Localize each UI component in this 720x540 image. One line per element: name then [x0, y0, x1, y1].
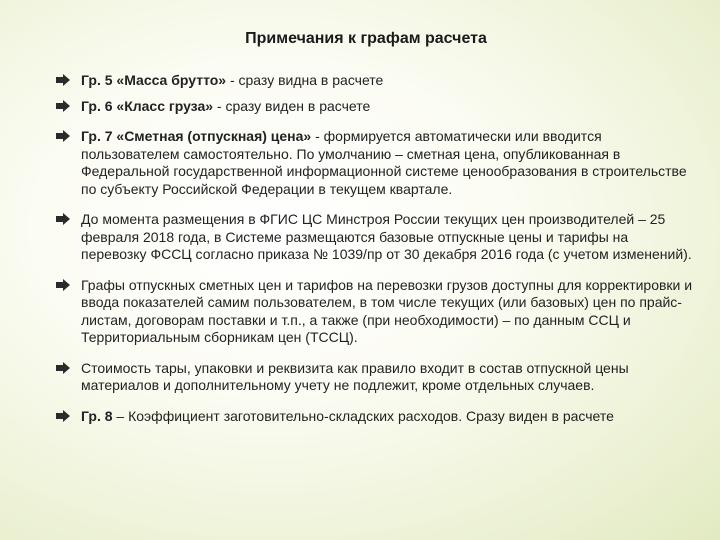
notes-list	[56, 72, 696, 435]
list-item	[56, 72, 696, 90]
item-text: До момента размещения в ФГИС ЦС Минстроя России текущих цен производителей – 25 февраля 2018 года, в Системе размещаются базовые отпускные цены и тарифы на перевозку ФССЦ согласно приказа № 1039/пр от 30 декабря 2016 года (с учетом изменений).	[81, 211, 692, 262]
list-item	[56, 360, 696, 395]
item-head: Гр. 8	[81, 407, 113, 424]
arrow-bullet-icon	[56, 100, 70, 112]
arrow-bullet-icon	[56, 213, 70, 225]
list-item	[56, 98, 696, 116]
slide-title: Примечания к графам расчета	[245, 30, 487, 47]
item-text: Стоимость тары, упаковки и реквизита как правило входит в состав отпускной цены материалов и дополнительному учету не подлежит, кроме отдельных случаев.	[81, 359, 629, 393]
item-text: - сразу видна в расчете	[226, 72, 384, 88]
item-text: - сразу виден в расчете	[213, 97, 371, 114]
list-item	[56, 277, 696, 347]
item-text: - формируется автоматически или вводится пользователем самостоятельно. По умолчанию – сметная цена, опубликованная в Федеральной государственной информационной системе ценообразования в строительстве по субъекту Российской Федерации в текущем квартале.	[81, 128, 687, 197]
arrow-bullet-icon	[56, 362, 70, 374]
item-head: Гр. 6 «Класс груза»	[81, 97, 214, 114]
item-head: Гр. 5 «Масса брутто»	[81, 72, 227, 88]
list-item	[56, 128, 696, 198]
arrow-bullet-icon	[56, 74, 70, 86]
item-head: Гр. 7 «Сметная (отпускная) цена»	[81, 128, 312, 144]
item-text: – Коэффициент заготовительно-складских расходов. Сразу виден в расчете	[112, 407, 614, 424]
arrow-bullet-icon	[56, 130, 70, 142]
list-item	[56, 211, 696, 264]
arrow-bullet-icon	[56, 410, 70, 422]
item-text: Графы отпускных сметных цен и тарифов на перевозки грузов доступны для корректировки и ввода показателей самим пользователем, в том числе текущих (или базовых) цен по прайс-листам, договорам поставки и т.п., а также (при необходимости) – по данным ССЦ и Территориальным сборникам цен (ТССЦ).	[81, 276, 693, 345]
list-item	[56, 408, 696, 426]
arrow-bullet-icon	[56, 279, 70, 291]
